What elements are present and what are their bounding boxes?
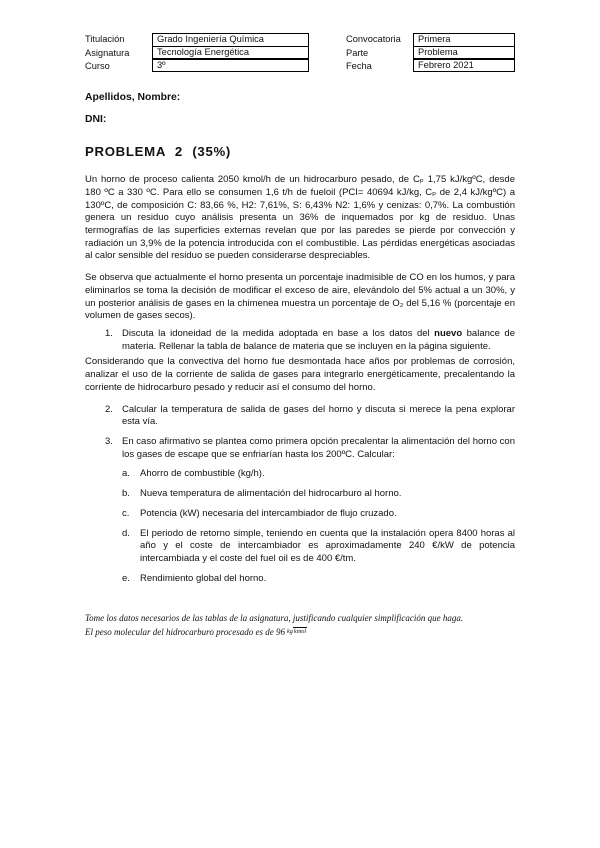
subquestion-e-text: Rendimiento global del horno.: [140, 572, 267, 584]
header-row-titulacion: [85, 33, 309, 47]
field-label-parte: Parte: [346, 47, 369, 58]
student-name-label: Apellidos, Nombre:: [85, 91, 181, 103]
header-table-right: [346, 33, 515, 73]
question-2-text: Calcular la temperatura de salida de gases del horno y discuta si merece la pena explorar esta vía.: [122, 403, 515, 428]
subquestion-d-text: El periodo de retorno simple, teniendo en cuenta que la instalación opera 8400 horas al año y el coste de intercambiador es aproximadamente 240 €/kW de potencia intercambiada y el coste del fuel oil es de 400 €/tm.: [140, 527, 515, 565]
subquestion-c-letter: c.: [122, 507, 130, 519]
footer-note-line-1: Tome los datos necesarios de las tablas de la asignatura, justificando cualquier simplificación que haga.: [85, 613, 464, 624]
problem-statement-paragraph-1: Un horno de proceso calienta 2050 kmol/h de un hidrocarburo pesado, de Cₚ 1,75 kJ/kgºC, desde 180 ºC a 330 ºC. Para ello se consumen 1,6 t/h de fueloil (PCI= 40694 kJ/kg, Cₚ de 2,4 kJ/kgºC) a 130ºC, de composición C: 83,66 %, H2: 7,61%, S: 6,43% N2: 1,6% y cenizas: 0,7%. La combustión genera un residuo cuyo análisis presenta un 36% de inquemados por kg de residuo. Unas termografías de las superficies externas revelan que por las paredes se pierde por convección y radiación un 3,9% de la potencia introducida con el combustible. Las pérdidas energéticas asociadas al calor sensible del residuo se pueden considerarse despreciables.: [85, 174, 515, 262]
field-value-asignatura: Tecnología Energética: [152, 46, 309, 60]
subquestion-a-text: Ahorro de combustible (kg/h).: [140, 468, 265, 480]
subquestion-b-text: Nueva temperatura de alimentación del hidrocarburo al horno.: [140, 488, 402, 500]
field-value-parte: Problema: [413, 46, 515, 60]
subquestion-item-a: [122, 468, 515, 481]
header-table-left: [85, 33, 309, 73]
question-2-number: 2.: [105, 403, 113, 415]
field-label-fecha: Fecha: [346, 60, 372, 71]
molecular-weight-fraction: [287, 628, 307, 635]
question-item-3: [105, 436, 515, 461]
question-1-text-bold: nuevo: [434, 327, 463, 339]
subquestion-c-text: Potencia (kW) necesaria del intercambiador de flujo cruzado.: [140, 507, 397, 519]
question-item-1: [105, 328, 515, 353]
header-row-curso: [85, 60, 309, 73]
question-1-text: [122, 328, 515, 353]
field-value-convocatoria: Primera: [413, 33, 515, 47]
exam-header-tables: [85, 33, 515, 73]
subquestion-d-letter: d.: [122, 527, 130, 539]
problem-statement-paragraph-2: Se observa que actualmente el horno presenta un porcentaje inadmisible de CO en los humos, y para eliminarlos se toma la decisión de modificar el exceso de aire, elevándolo del 5% actual a un 30%, y un posterior análisis de gases en la chimenea muestra un porcentaje de O₂ del 5,16 % (porcentaje en volumen de gases secos).: [85, 272, 515, 322]
question-item-2: [105, 404, 515, 429]
question-1-number: 1.: [105, 327, 113, 339]
subquestion-item-e: [122, 573, 515, 586]
field-value-titulacion: Grado Ingeniería Química: [152, 33, 309, 47]
field-value-curso: 3º: [152, 59, 309, 73]
student-dni-label: DNI:: [85, 114, 107, 126]
fraction-denominator: kmol: [293, 628, 307, 636]
subquestion-item-d: [122, 528, 515, 566]
footer-note: [85, 612, 515, 639]
field-value-fecha: Febrero 2021: [413, 59, 515, 73]
subquestion-item-b: [122, 488, 515, 501]
question-3-number: 3.: [105, 436, 113, 447]
question-1-text-after: balance de materia. Rellenar la tabla de balance de materia que se incluyen en la página siguiente.: [122, 327, 516, 352]
subquestion-a-letter: a.: [122, 468, 130, 480]
footer-note-line-2: [85, 626, 515, 640]
problem-title: PROBLEMA 2 (35%): [85, 144, 232, 160]
question-1-text-before: Discuta la idoneidad de la medida adoptada en base a los datos del: [122, 327, 435, 339]
header-row-fecha: [346, 60, 515, 73]
subquestion-b-letter: b.: [122, 488, 130, 500]
field-label-curso: Curso: [85, 60, 110, 71]
field-label-asignatura: Asignatura: [85, 47, 130, 58]
subquestion-e-letter: e.: [122, 572, 130, 584]
subquestion-item-c: [122, 508, 515, 521]
header-row-convocatoria: [346, 33, 515, 47]
fraction-numerator: kg: [286, 628, 293, 636]
question-3-text: En caso afirmativo se plantea como primera opción precalentar la alimentación del horno con los gases de escape que se enfriarían hasta los 200ºC. Calcular:: [122, 436, 515, 460]
footer-note-line-2-text: El peso molecular del hidrocarburo procesado es de 96: [85, 626, 285, 637]
field-label-convocatoria: Convocatoria: [346, 34, 401, 44]
problem-statement-paragraph-3: Considerando que la convectiva del horno fue desmontada hace años por problemas de corrosión, analizar el uso de la corriente de salida de gases para integrarlo energéticamente, precalentando la corriente de hidrocarburo pesado y reducir así el consumo del horno.: [85, 356, 515, 393]
field-label-titulacion: Titulación: [85, 34, 125, 44]
